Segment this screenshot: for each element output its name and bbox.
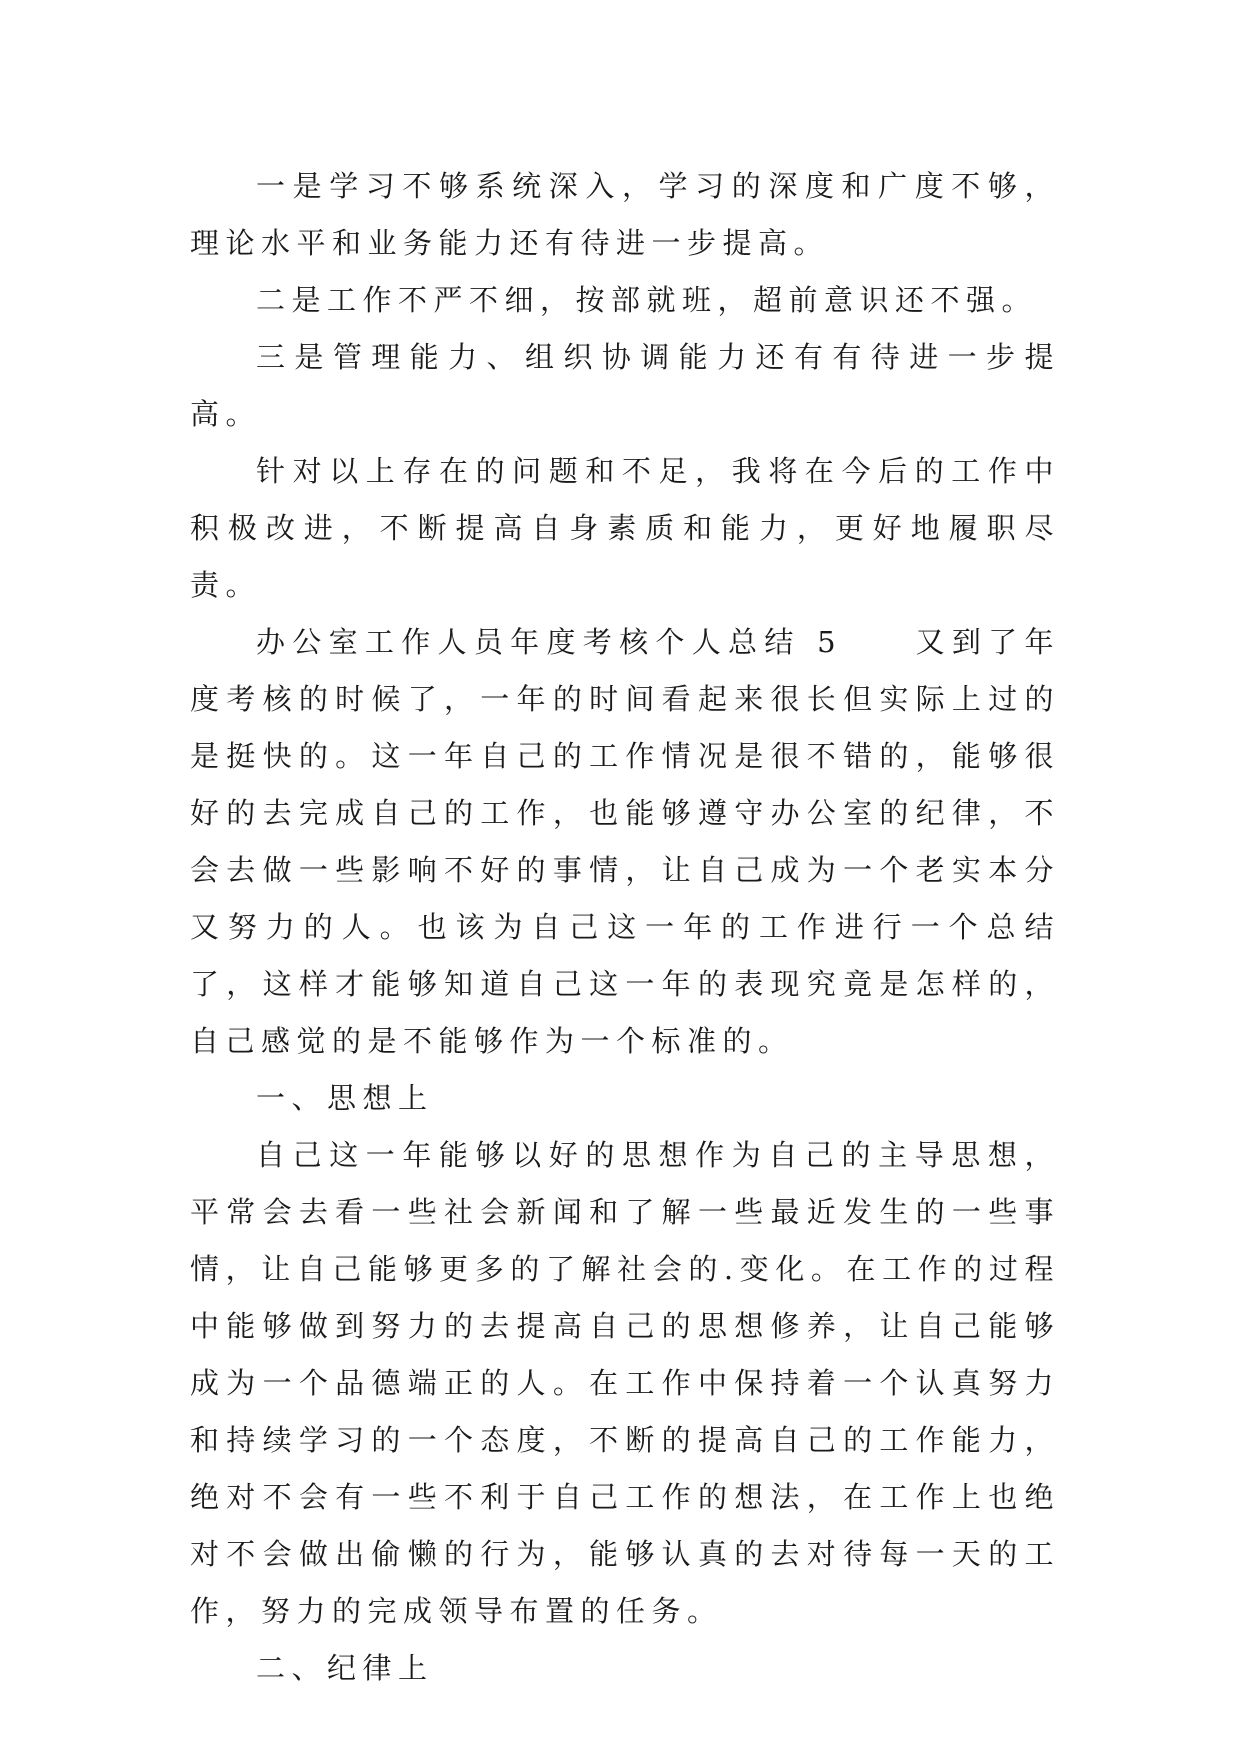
section-heading-discipline: 二、纪律上 [256,1651,434,1685]
document-body [190,158,1060,1697]
paragraph-summary-intro: 办公室工作人员年度考核个人总结 5 又到了年度考核的时候了，一年的时间看起来很长但实际上过的是挺快的。这一年自己的工作情况是很不错的，能够很好的去完成自己的工作，也能够遵守办公室的纪律，不会去做一些影响不好的事情，让自己成为一个老实本分又努力的人。也该为自己这一年的工作进行一个总结了，这样才能够知道自己这一年的表现究竟是怎样的，自己感觉的是不能够作为一个标准的。 [190,625,1060,1058]
paragraph-improvement-plan: 针对以上存在的问题和不足，我将在今后的工作中积极改进，不断提高自身素质和能力，更好地履职尽责。 [190,454,1060,602]
paragraph-thought: 自己这一年能够以好的思想作为自己的主导思想，平常会去看一些社会新闻和了解一些最近发生的一些事情，让自己能够更多的了解社会的.变化。在工作的过程中能够做到努力的去提高自己的思想修养，让自己能够成为一个品德端正的人。在工作中保持着一个认真努力和持续学习的一个态度，不断的提高自己的工作能力，绝对不会有一些不利于自己工作的想法，在工作上也绝对不会做出偷懒的行为，能够认真的去对待每一天的工作，努力的完成领导布置的任务。 [190,1138,1060,1628]
paragraph-management-shortcoming: 三是管理能力、组织协调能力还有有待进一步提高。 [190,340,1060,431]
paragraph-work-shortcoming: 二是工作不严不细，按部就班，超前意识还不强。 [256,283,1038,317]
section-heading-thought: 一、思想上 [256,1081,434,1115]
paragraph-learning-shortcoming: 一是学习不够系统深入，学习的深度和广度不够，理论水平和业务能力还有待进一步提高。 [190,169,1060,260]
